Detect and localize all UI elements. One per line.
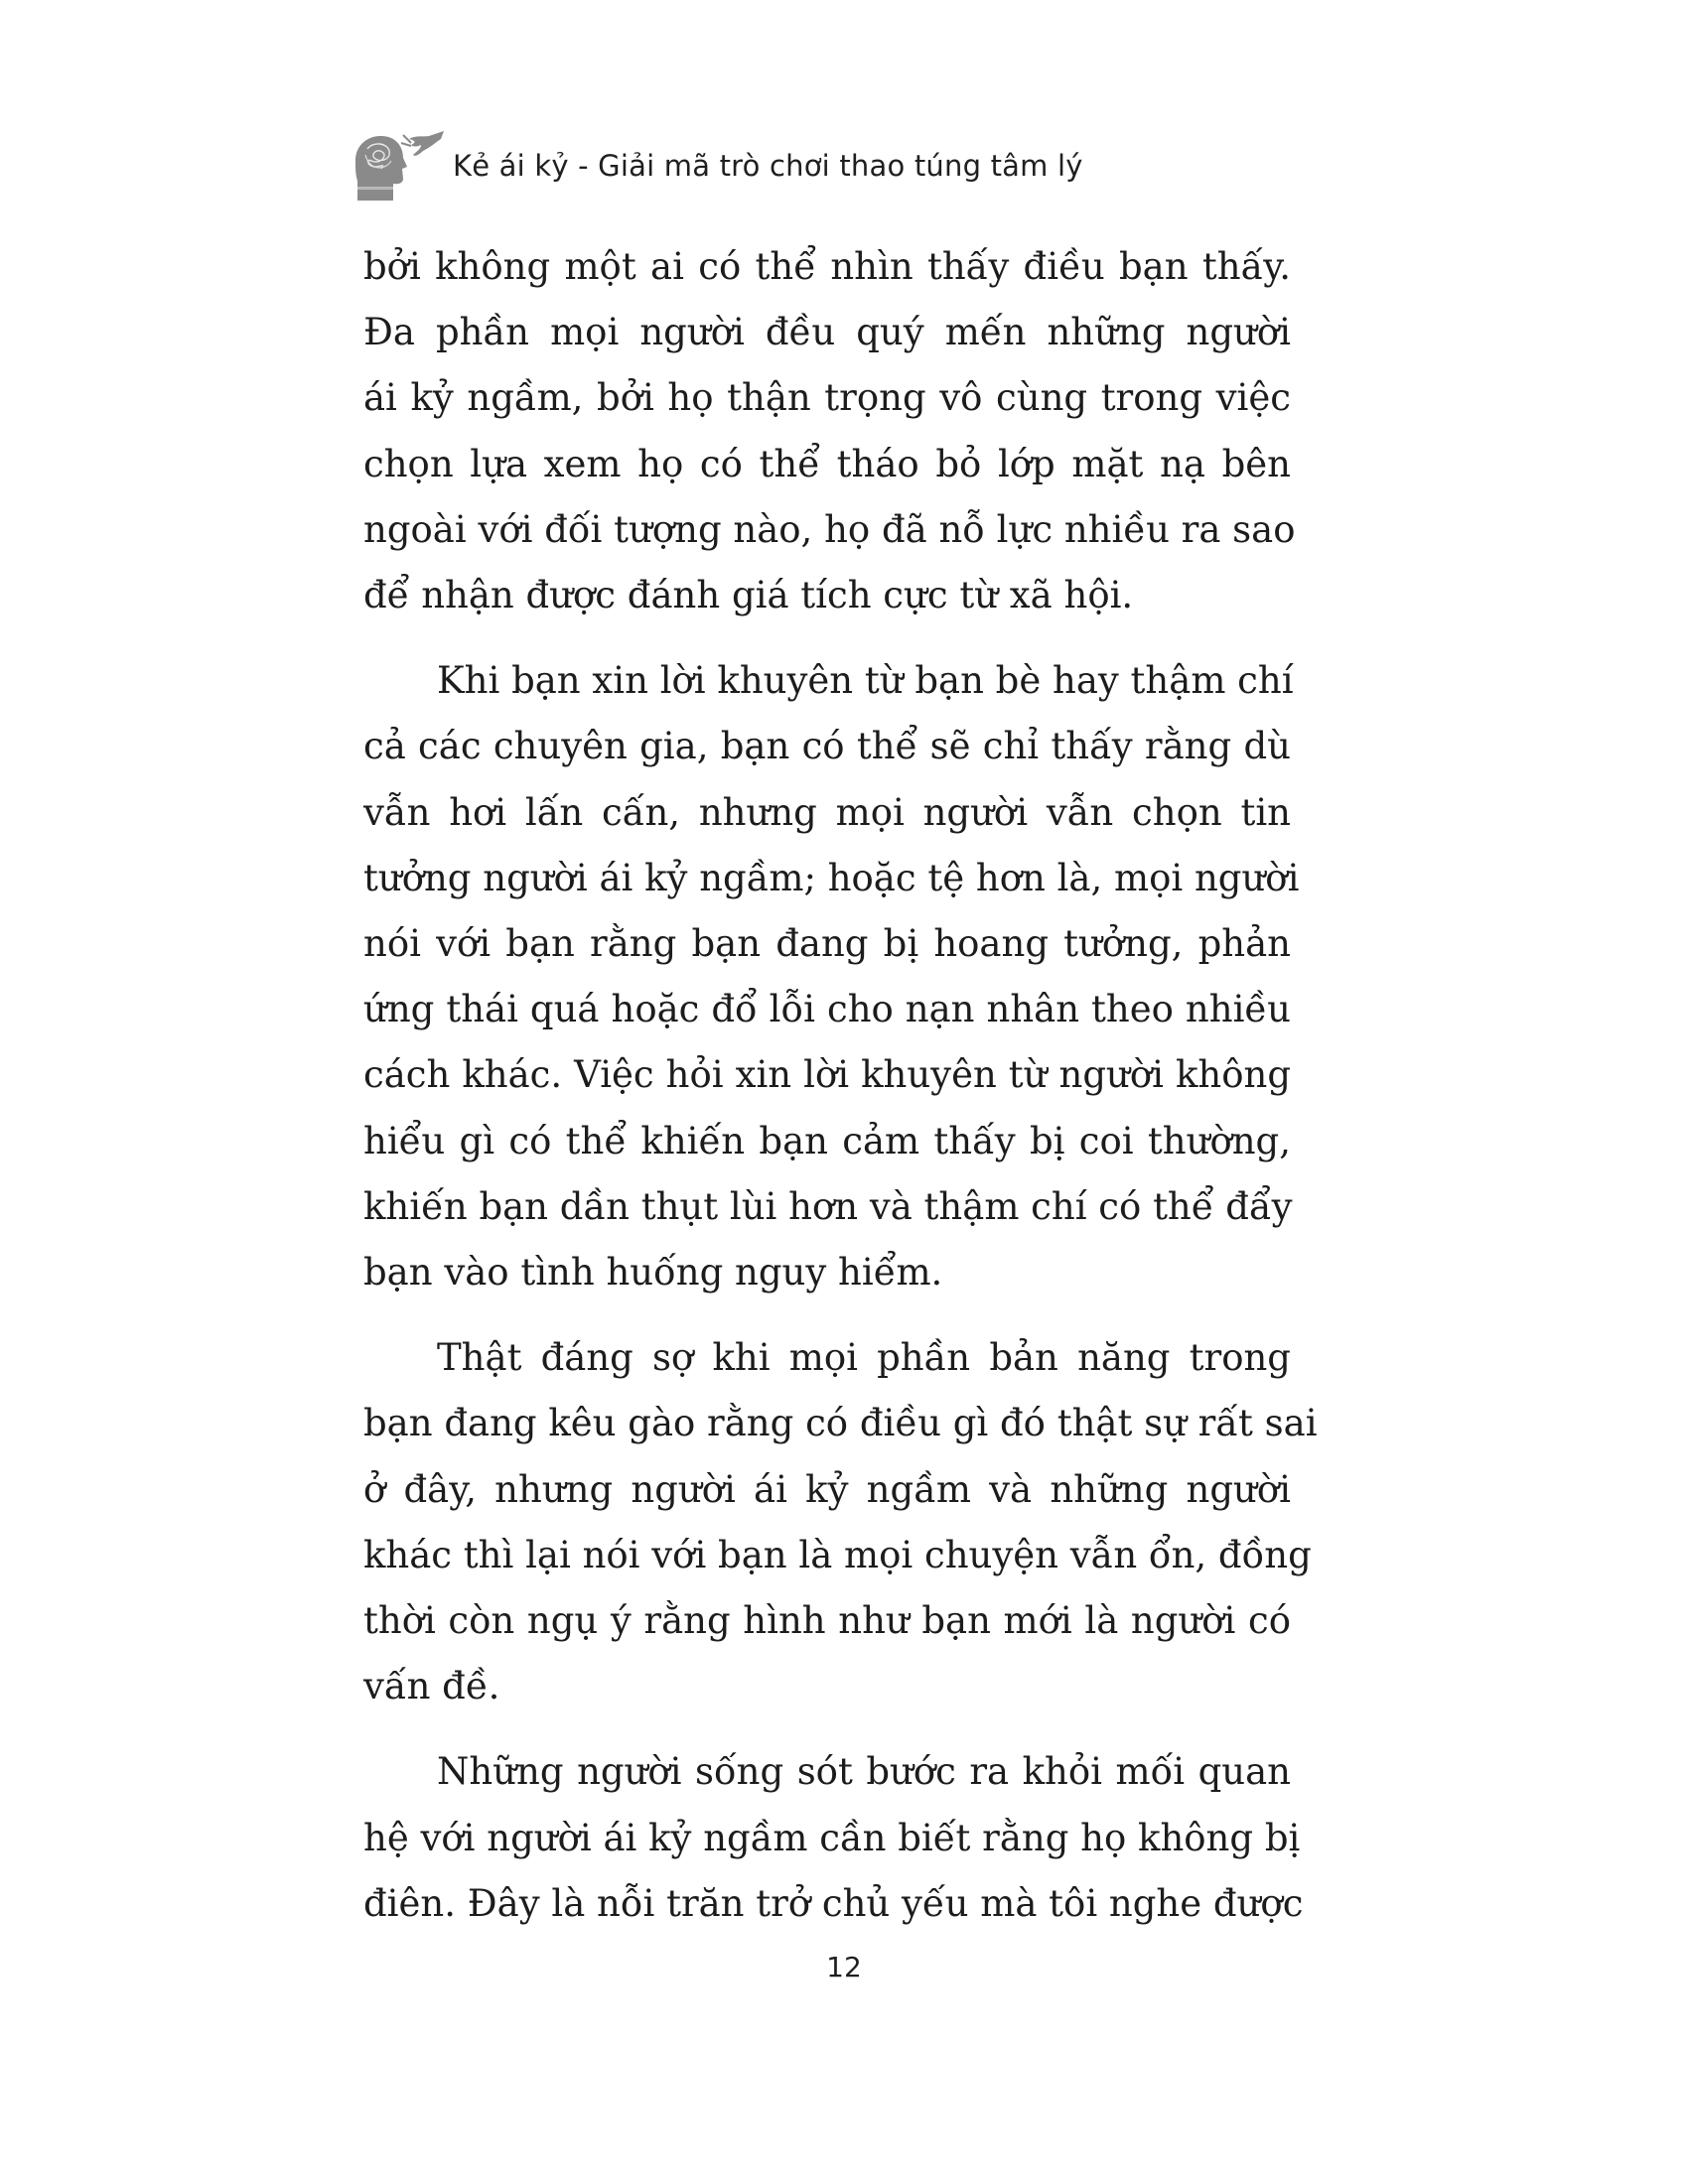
- text-line: bạn đang kêu gào rằng có điều gì đó thật sự rất sai: [363, 1402, 1318, 1445]
- text-line: cả các chuyên gia, bạn có thể sẽ chỉ thấy rằng dù: [363, 725, 1291, 768]
- text-line: thời còn ngụ ý rằng hình như bạn mới là người có: [363, 1599, 1291, 1643]
- text-line: chọn lựa xem họ có thể tháo bỏ lớp mặt nạ bên: [363, 442, 1291, 485]
- text-line: Đa phần mọi người đều quý mến những người: [363, 311, 1291, 354]
- text-line: hệ với người ái kỷ ngầm cần biết rằng họ không bị: [363, 1816, 1301, 1859]
- text-line: ngoài với đối tượng nào, họ đã nỗ lực nhiều ra sao: [363, 507, 1296, 551]
- text-line: để nhận được đánh giá tích cực từ xã hội.: [363, 574, 1134, 617]
- text-line: Thật đáng sợ khi mọi phần bản năng trong: [437, 1336, 1291, 1380]
- text-line: nói với bạn rằng bạn đang bị hoang tưởng, phản: [363, 922, 1291, 966]
- text-line: bởi không một ai có thể nhìn thấy điều bạn thấy.: [363, 245, 1291, 288]
- text-line: Khi bạn xin lời khuyên từ bạn bè hay thậm chí: [437, 659, 1294, 703]
- text-line: bạn vào tình huống nguy hiểm.: [363, 1251, 943, 1295]
- text-line: hiểu gì có thể khiến bạn cảm thấy bị coi thường,: [363, 1119, 1291, 1162]
- running-header: [352, 131, 1344, 210]
- page-number: 12: [826, 1951, 862, 1983]
- text-line: điên. Đây là nỗi trăn trở chủ yếu mà tôi nghe được: [363, 1881, 1304, 1925]
- text-line: tưởng người ái kỷ ngầm; hoặc tệ hơn là, mọi người: [363, 856, 1300, 899]
- paragraph: [363, 648, 1300, 1305]
- head-with-tangled-mind-and-puppet-hand-icon: [352, 131, 446, 203]
- paragraph: [363, 234, 1296, 628]
- body-text: [363, 234, 1318, 1957]
- text-line: vấn đề.: [363, 1665, 500, 1708]
- text-line: ứng thái quá hoặc đổ lỗi cho nạn nhân theo nhiều: [363, 988, 1291, 1031]
- text-line: cách khác. Việc hỏi xin lời khuyên từ người không: [363, 1053, 1291, 1097]
- paragraph: [363, 1325, 1318, 1719]
- paragraph: [363, 1739, 1304, 1937]
- text-line: khiến bạn dần thụt lùi hơn và thậm chí có thể đẩy: [363, 1184, 1293, 1228]
- text-line: ở đây, nhưng người ái kỷ ngầm và những người: [363, 1467, 1291, 1511]
- text-line: khác thì lại nói với bạn là mọi chuyện vẫn ổn, đồng: [363, 1533, 1312, 1576]
- book-title: Kẻ ái kỷ - Giải mã trò chơi thao túng tâm lý: [453, 149, 1083, 183]
- text-line: Những người sống sót bước ra khỏi mối quan: [437, 1750, 1291, 1794]
- text-line: ái kỷ ngầm, bởi họ thận trọng vô cùng trong việc: [363, 376, 1291, 420]
- text-line: vẫn hơi lấn cấn, nhưng mọi người vẫn chọn tin: [363, 790, 1291, 834]
